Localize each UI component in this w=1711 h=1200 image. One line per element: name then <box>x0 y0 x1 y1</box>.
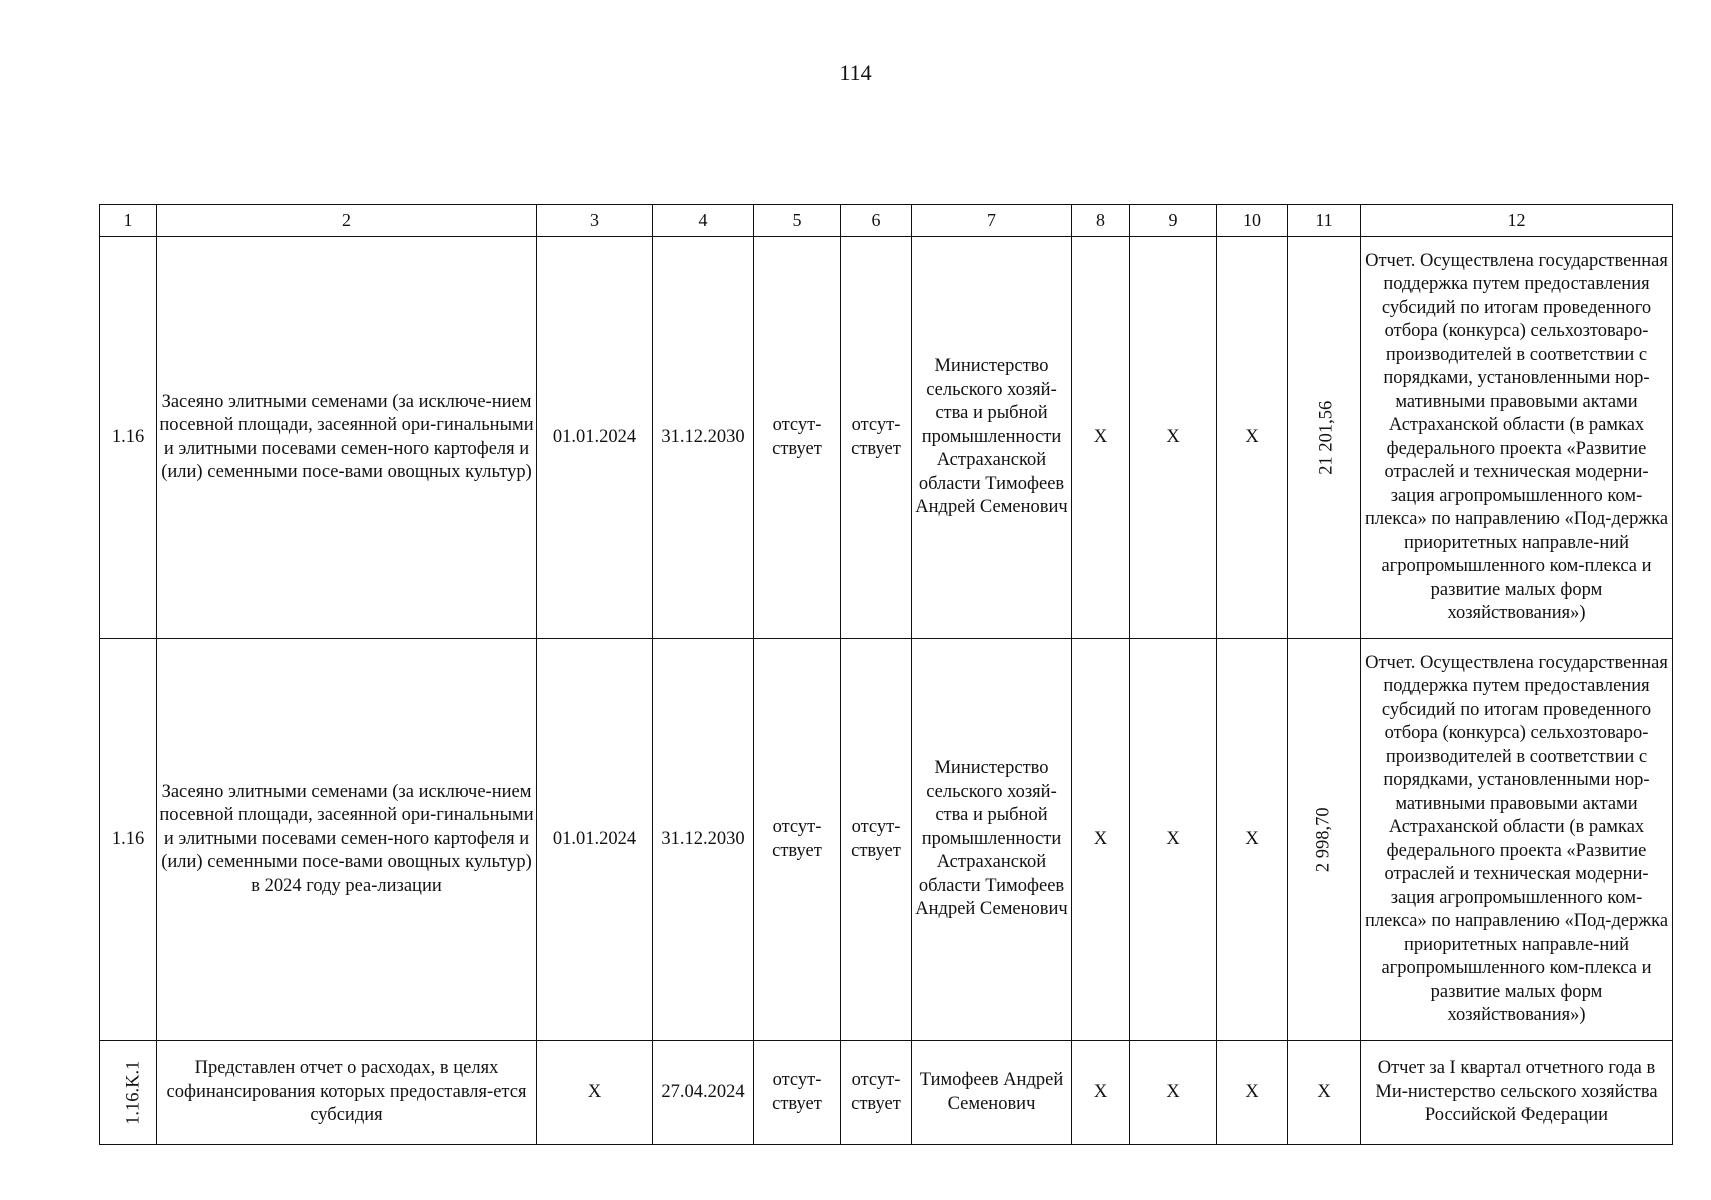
end-date: 31.12.2030 <box>653 237 754 639</box>
column-number: 9 <box>1130 205 1217 237</box>
table-row <box>100 639 1673 1041</box>
column-number: 10 <box>1217 205 1288 237</box>
column-number: 6 <box>841 205 912 237</box>
cell-col5: отсут-ствует <box>754 639 841 1041</box>
end-date: 31.12.2030 <box>653 639 754 1041</box>
cell-col6: отсут-ствует <box>841 639 912 1041</box>
column-number-row <box>100 205 1673 237</box>
amount-value: 2 998,70 <box>1313 807 1334 872</box>
cell-col8: X <box>1072 237 1130 639</box>
result-description: Отчет. Осуществлена государственная поддержка путем предоставления субсидий по итогам проведенного отбора (конкурса) сельхозтоваро-производителей в соответствии с порядками, установленными нор-мативными правовыми актами Астраханской области (в рамках федерального проекта «Развитие отраслей и техническая модерни-зация агропромышленного ком-плекса» по направлению «Под-держка приоритетных направле-ний агропромышленного ком-плекса и развитие малых форм хозяйствования») <box>1361 639 1673 1041</box>
measures-table <box>99 204 1673 1145</box>
cell-col10: X <box>1217 639 1288 1041</box>
amount-cell <box>1288 237 1361 639</box>
amount-cell <box>1288 639 1361 1041</box>
column-number: 7 <box>912 205 1072 237</box>
cell-col9: X <box>1130 1041 1217 1145</box>
cell-col5: отсут-ствует <box>754 237 841 639</box>
cell-col9: X <box>1130 639 1217 1041</box>
cell-col6: отсут-ствует <box>841 1041 912 1145</box>
result-description: Отчет. Осуществлена государственная поддержка путем предоставления субсидий по итогам проведенного отбора (конкурса) сельхозтоваро-производителей в соответствии с порядками, установленными нор-мативными правовыми актами Астраханской области (в рамках федерального проекта «Развитие отраслей и техническая модерни-зация агропромышленного ком-плекса» по направлению «Под-держка приоритетных направле-ний агропромышленного ком-плекса и развитие малых форм хозяйствования») <box>1361 237 1673 639</box>
cell-col6: отсут-ствует <box>841 237 912 639</box>
column-number: 8 <box>1072 205 1130 237</box>
result-description: Отчет за I квартал отчетного года в Ми-нистерство сельского хозяйства Российской Федерации <box>1361 1041 1673 1145</box>
row-number: 1.16.K.1 <box>123 1060 144 1125</box>
table-row <box>100 237 1673 639</box>
column-number: 1 <box>100 205 157 237</box>
row-number: 1.16 <box>100 639 157 1041</box>
row-number-cell <box>100 1041 157 1145</box>
cell-col10: X <box>1217 237 1288 639</box>
column-number: 12 <box>1361 205 1673 237</box>
cell-col9: X <box>1130 237 1217 639</box>
amount-value: 21 201,56 <box>1316 400 1337 475</box>
responsible-party: Тимофеев Андрей Семенович <box>912 1041 1072 1145</box>
measure-description: Засеяно элитными семенами (за исключе-нием посевной площади, засеянной ори-гинальными и элитными посевами семен-ного картофеля и (или) семенными посе-вами овощных культур) <box>157 237 537 639</box>
row-number: 1.16 <box>100 237 157 639</box>
start-date: 01.01.2024 <box>537 639 653 1041</box>
column-number: 11 <box>1288 205 1361 237</box>
table-row <box>100 1041 1673 1145</box>
cell-col8: X <box>1072 639 1130 1041</box>
column-number: 4 <box>653 205 754 237</box>
column-number: 3 <box>537 205 653 237</box>
end-date: 27.04.2024 <box>653 1041 754 1145</box>
cell-col8: X <box>1072 1041 1130 1145</box>
cell-col10: X <box>1217 1041 1288 1145</box>
responsible-party: Министерство сельского хозяй-ства и рыбной промышленности Астраханской области Тимофеев Андрей Семенович <box>912 639 1072 1041</box>
start-date: 01.01.2024 <box>537 237 653 639</box>
measure-description: Засеяно элитными семенами (за исключе-нием посевной площади, засеянной ори-гинальными и элитными посевами семен-ного картофеля и (или) семенными посе-вами овощных культур) в 2024 году реа-лизации <box>157 639 537 1041</box>
start-date: X <box>537 1041 653 1145</box>
cell-col5: отсут-ствует <box>754 1041 841 1145</box>
responsible-party: Министерство сельского хозяй-ства и рыбной промышленности Астраханской области Тимофеев Андрей Семенович <box>912 237 1072 639</box>
column-number: 2 <box>157 205 537 237</box>
page-number: 114 <box>839 60 872 85</box>
amount-cell: X <box>1288 1041 1361 1145</box>
measure-description: Представлен отчет о расходах, в целях софинансирования которых предоставля-ется субсидия <box>157 1041 537 1145</box>
column-number: 5 <box>754 205 841 237</box>
